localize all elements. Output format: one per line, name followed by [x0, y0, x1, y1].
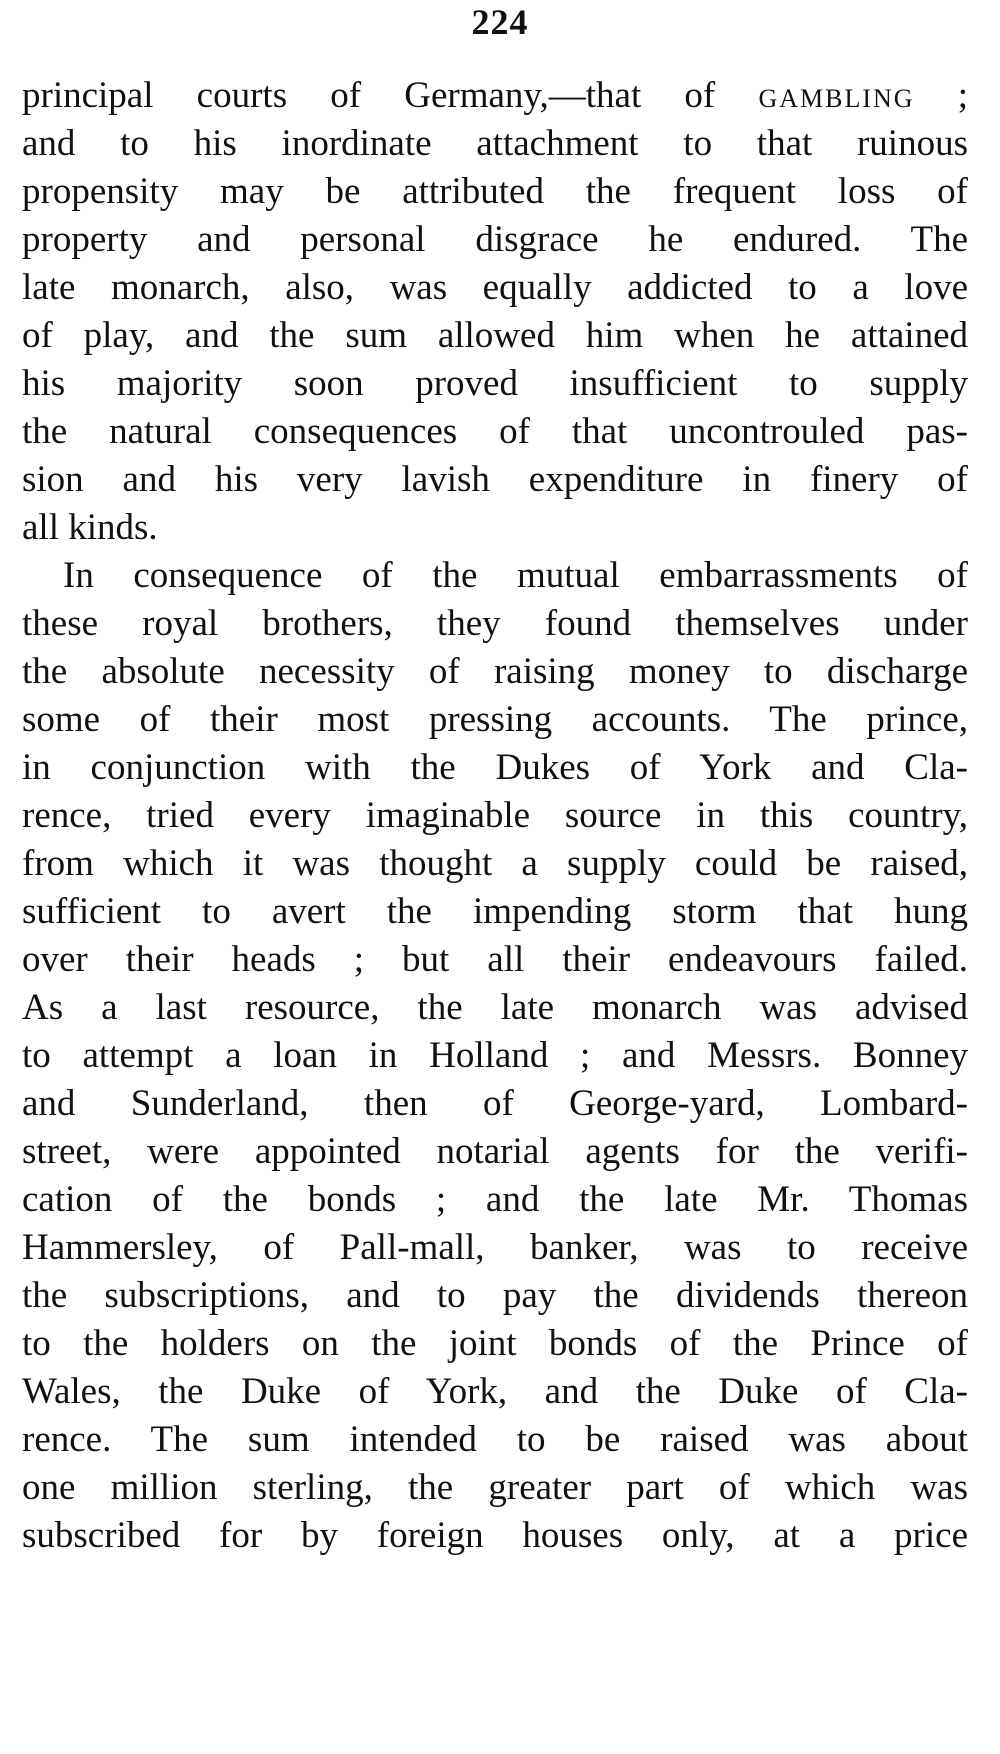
- text-line: and Sunderland, then of George-yard, Lombard-: [22, 1083, 968, 1124]
- text-segment: principal courts of Germany,—that of: [22, 75, 759, 116]
- paragraph-2: [22, 552, 968, 1560]
- text-segment: ;: [914, 75, 968, 116]
- text-line: sion and his very lavish expenditure in finery of: [22, 459, 968, 500]
- page-number: 224: [471, 2, 529, 42]
- text-line: propensity may be attributed the frequent loss of: [22, 171, 968, 212]
- text-line: rence. The sum intended to be raised was about: [22, 1419, 968, 1460]
- text-line: to attempt a loan in Holland ; and Messrs. Bonney: [22, 1035, 968, 1076]
- text-line: As a last resource, the late monarch was advised: [22, 987, 968, 1028]
- paragraph-1: [22, 72, 968, 552]
- body-text: [22, 72, 968, 1560]
- text-line: these royal brothers, they found themselves under: [22, 603, 968, 644]
- text-line: sufficient to avert the impending storm that hung: [22, 891, 968, 932]
- text-line: over their heads ; but all their endeavours failed.: [22, 939, 968, 980]
- text-line: the natural consequences of that uncontrouled pas-: [22, 411, 968, 452]
- text-line: the absolute necessity of raising money to discharge: [22, 651, 968, 692]
- text-line: some of their most pressing accounts. The prince,: [22, 699, 968, 740]
- text-line: Wales, the Duke of York, and the Duke of Cla-: [22, 1371, 968, 1412]
- text-line: in conjunction with the Dukes of York and Cla-: [22, 747, 968, 788]
- text-line: from which it was thought a supply could be raised,: [22, 843, 968, 884]
- text-line: to the holders on the joint bonds of the Prince of: [22, 1323, 968, 1364]
- text-line: of play, and the sum allowed him when he attained: [22, 315, 968, 356]
- text-line: subscribed for by foreign houses only, at a price: [22, 1515, 968, 1556]
- text-line: Hammersley, of Pall-mall, banker, was to receive: [22, 1227, 968, 1268]
- text-line: In consequence of the mutual embarrassments of: [63, 555, 968, 596]
- text-line: and to his inordinate attachment to that ruinous: [22, 123, 968, 164]
- text-line: rence, tried every imaginable source in this country,: [22, 795, 968, 836]
- text-line: his majority soon proved insufficient to supply: [22, 363, 968, 404]
- gambling-smallcaps: gambling: [758, 75, 915, 116]
- text-line: cation of the bonds ; and the late Mr. Thomas: [22, 1179, 968, 1220]
- text-line: the subscriptions, and to pay the dividends thereon: [22, 1275, 968, 1316]
- text-line: one million sterling, the greater part of which was: [22, 1467, 968, 1508]
- text-line: street, were appointed notarial agents for the verifi-: [22, 1131, 968, 1172]
- text-line: late monarch, also, was equally addicted to a love: [22, 267, 968, 308]
- text-line: property and personal disgrace he endured. The: [22, 219, 968, 260]
- text-line: [22, 72, 968, 120]
- text-line: all kinds.: [22, 507, 158, 548]
